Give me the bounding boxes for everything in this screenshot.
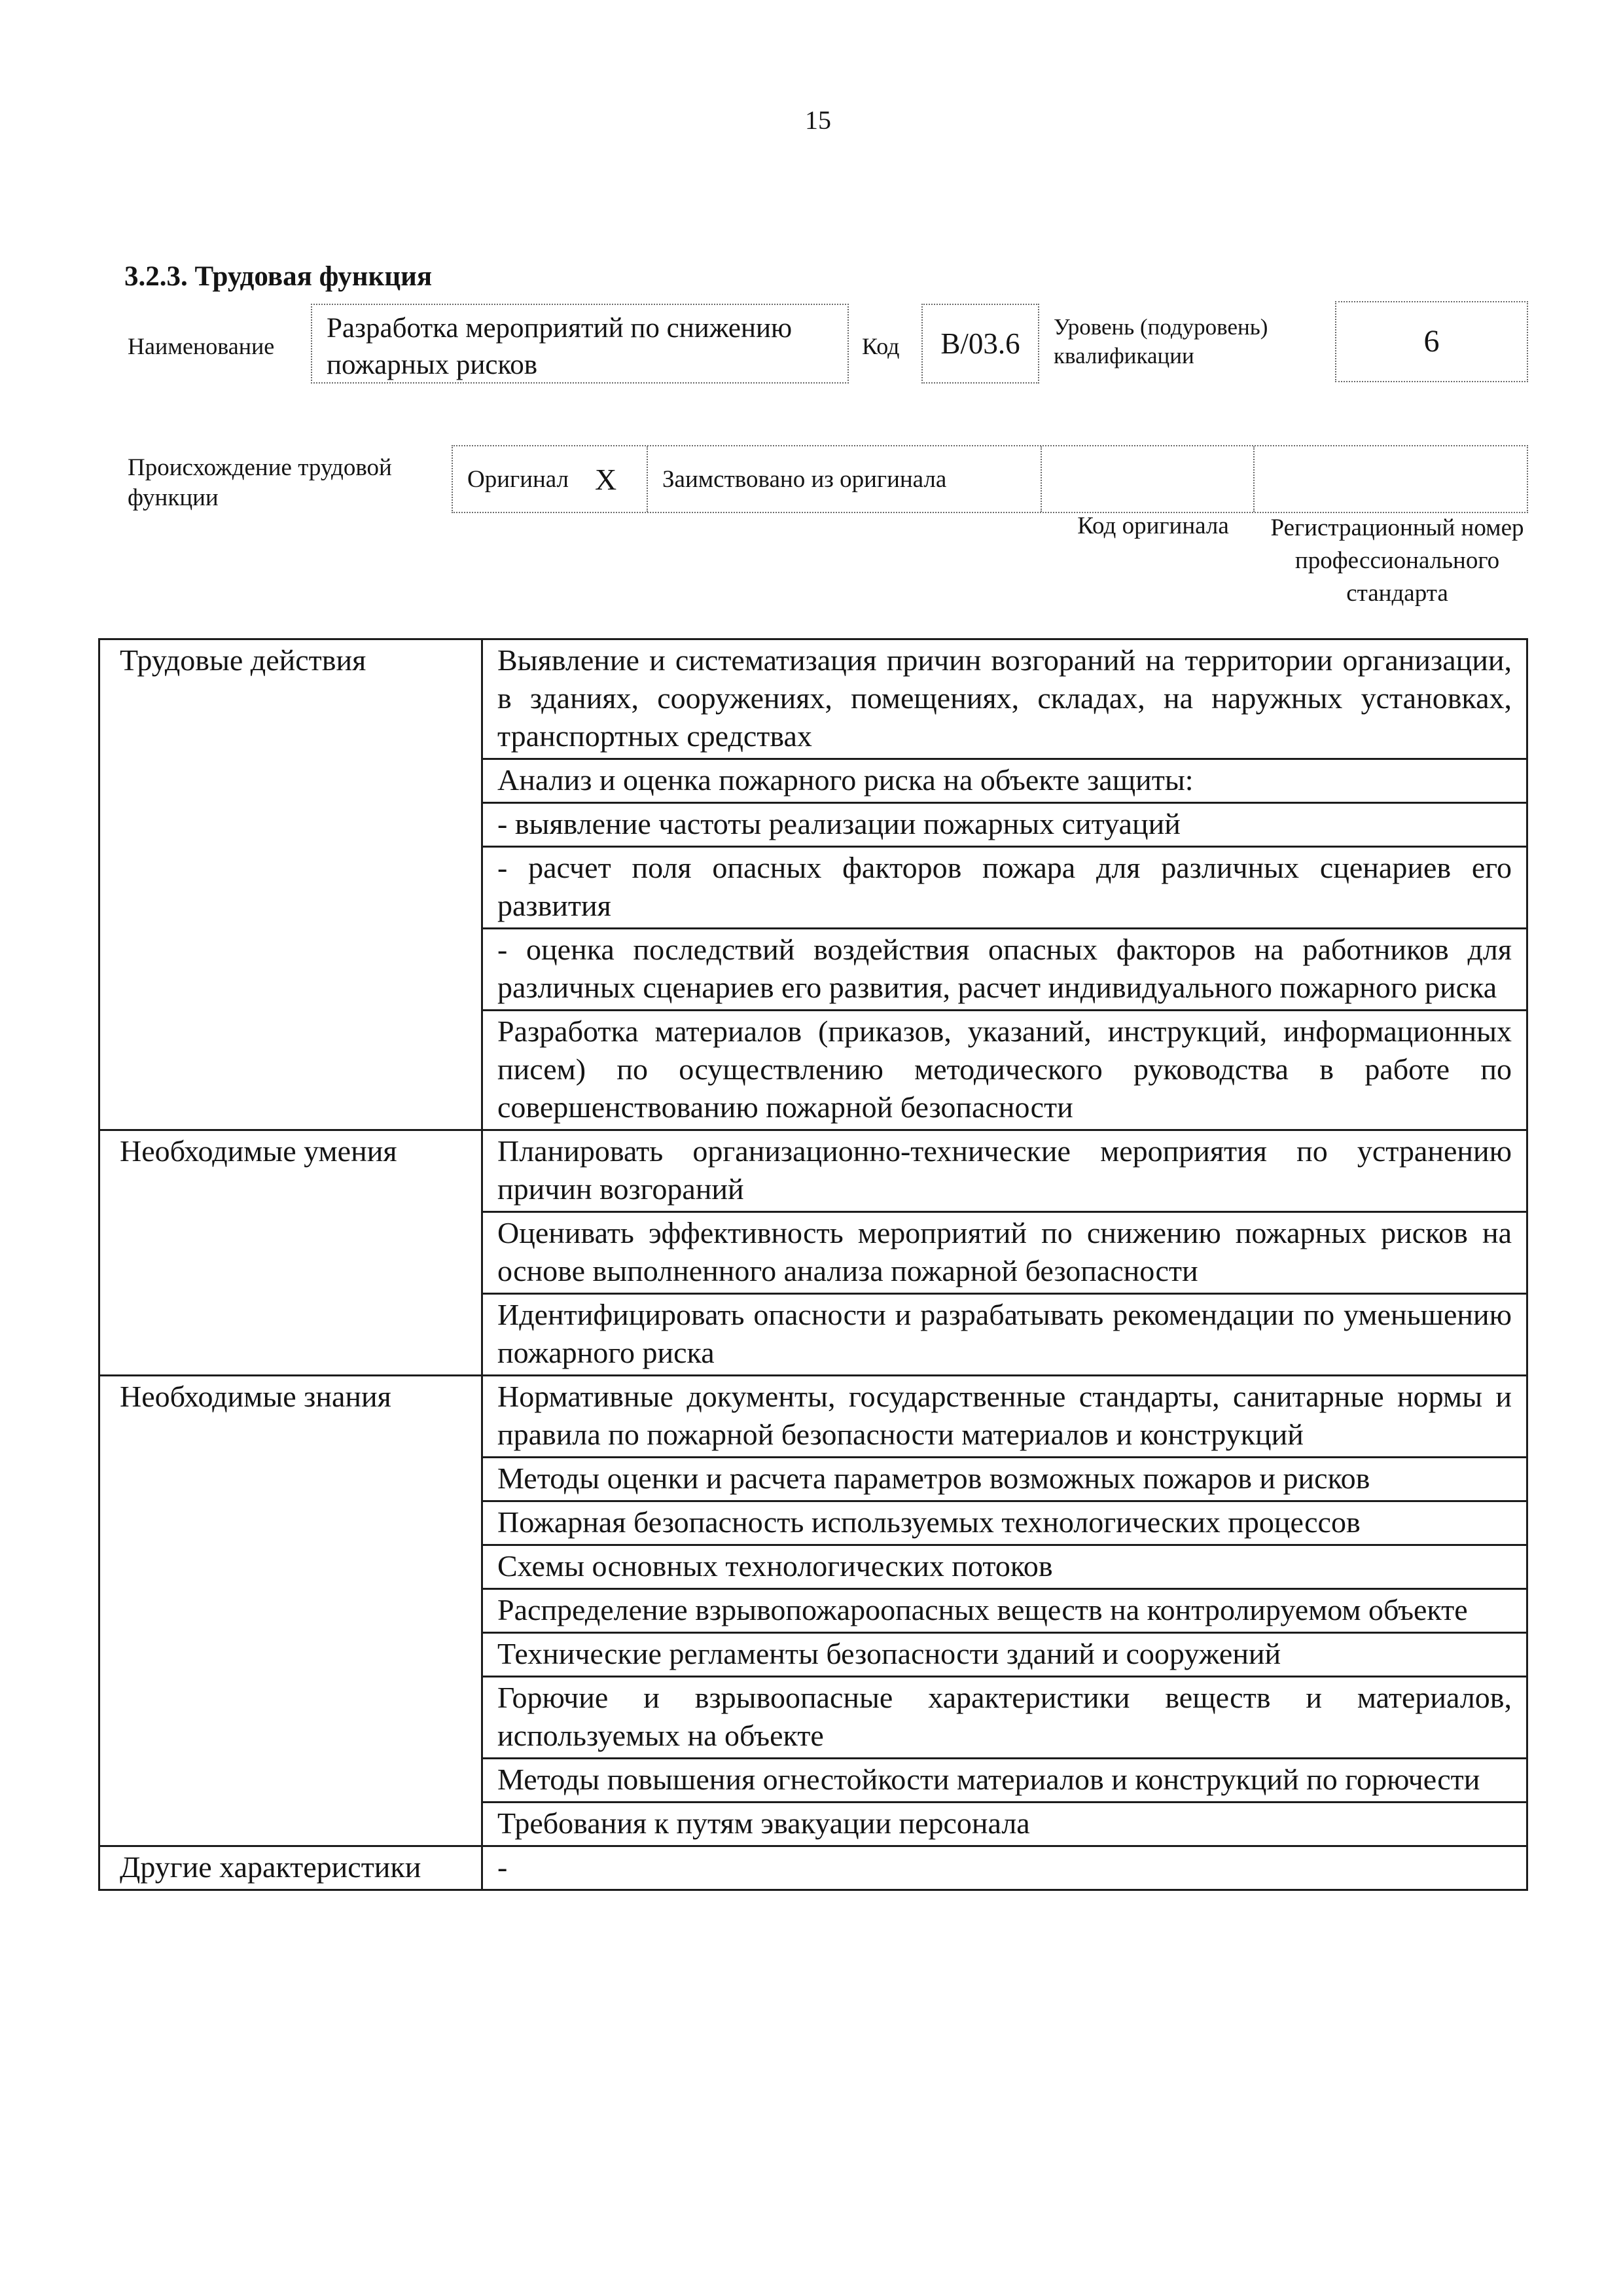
table-cell: Нормативные документы, государственные стандарты, санитарные нормы и правила по пожарной безопасности материалов и конструкций [482, 1376, 1527, 1458]
original-label: Оригинал [467, 465, 569, 493]
table-row [99, 639, 1527, 759]
page-number: 15 [805, 105, 831, 135]
table-cell: Горючие и взрывоопасные характеристики веществ и материалов, используемых на объекте [482, 1677, 1527, 1759]
code-original-caption: Код оригинала [1077, 512, 1229, 539]
function-name-field: Разработка мероприятий по снижению пожарных рисков [311, 304, 849, 384]
code-field: B/03.6 [921, 304, 1039, 384]
other-label: Другие характеристики [99, 1846, 482, 1890]
origin-code-cell [1042, 446, 1255, 512]
table-cell: Разработка материалов (приказов, указаний, инструкций, информационных писем) по осуществлению методического руководства в работе по совершенствованию пожарной безопасности [482, 1011, 1527, 1130]
origin-borrowed-cell [648, 446, 1042, 512]
origin-label: Происхождение трудовой функции [128, 454, 392, 511]
table-cell: Идентифицировать опасности и разрабатывать рекомендации по уменьшению пожарного риска [482, 1294, 1527, 1376]
labor-actions-label: Трудовые действия [99, 639, 482, 1130]
original-mark: X [595, 462, 617, 496]
table-cell: Оценивать эффективность мероприятий по снижению пожарных рисков на основе выполненного анализа пожарной безопасности [482, 1212, 1527, 1294]
table-cell: - [482, 1846, 1527, 1890]
code-label: Код [862, 333, 900, 359]
table-cell: - расчет поля опасных факторов пожара для различных сценариев его развития [482, 847, 1527, 929]
table-cell: Схемы основных технологических потоков [482, 1545, 1527, 1589]
table-cell: Технические регламенты безопасности зданий и сооружений [482, 1633, 1527, 1677]
origin-reg-cell [1255, 446, 1527, 512]
table-cell: Методы оценки и расчета параметров возможных пожаров и рисков [482, 1458, 1527, 1501]
table-row [99, 1376, 1527, 1458]
level-field: 6 [1335, 301, 1528, 382]
table-row [99, 1130, 1527, 1212]
table-cell: Требования к путям эвакуации персонала [482, 1803, 1527, 1846]
table-cell: Распределение взрывопожароопасных веществ на контролируемом объекте [482, 1589, 1527, 1633]
table-cell: Методы повышения огнестойкости материалов и конструкций по горючести [482, 1759, 1527, 1803]
table-cell: Выявление и систематизация причин возгораний на территории организации, в зданиях, сооружениях, помещениях, складах, на наружных установках, транспортных средствах [482, 639, 1527, 759]
level-label-text: Уровень (подуровень) квалификации [1054, 314, 1268, 368]
function-table [98, 638, 1528, 1891]
name-label: Наименование [128, 333, 275, 359]
reg-number-caption: Регистрационный номер профессионального стандарта [1270, 514, 1524, 607]
knowledge-label: Необходимые знания [99, 1376, 482, 1846]
table-cell: Пожарная безопасность используемых технологических процессов [482, 1501, 1527, 1545]
origin-row [452, 445, 1528, 513]
origin-original-cell [453, 446, 648, 512]
level-label [1054, 313, 1270, 370]
table-cell: - оценка последствий воздействия опасных факторов на работников для различных сценариев его развития, расчет индивидуального пожарного риска [482, 929, 1527, 1011]
table-cell: - выявление частоты реализации пожарных ситуаций [482, 803, 1527, 847]
table-cell: Анализ и оценка пожарного риска на объекте защиты: [482, 759, 1527, 803]
table-row [99, 1846, 1527, 1890]
skills-label: Необходимые умения [99, 1130, 482, 1376]
section-title: 3.2.3. Трудовая функция [124, 261, 433, 292]
table-cell: Планировать организационно-технические мероприятия по устранению причин возгораний [482, 1130, 1527, 1212]
borrowed-label: Заимствовано из оригинала [662, 465, 947, 493]
